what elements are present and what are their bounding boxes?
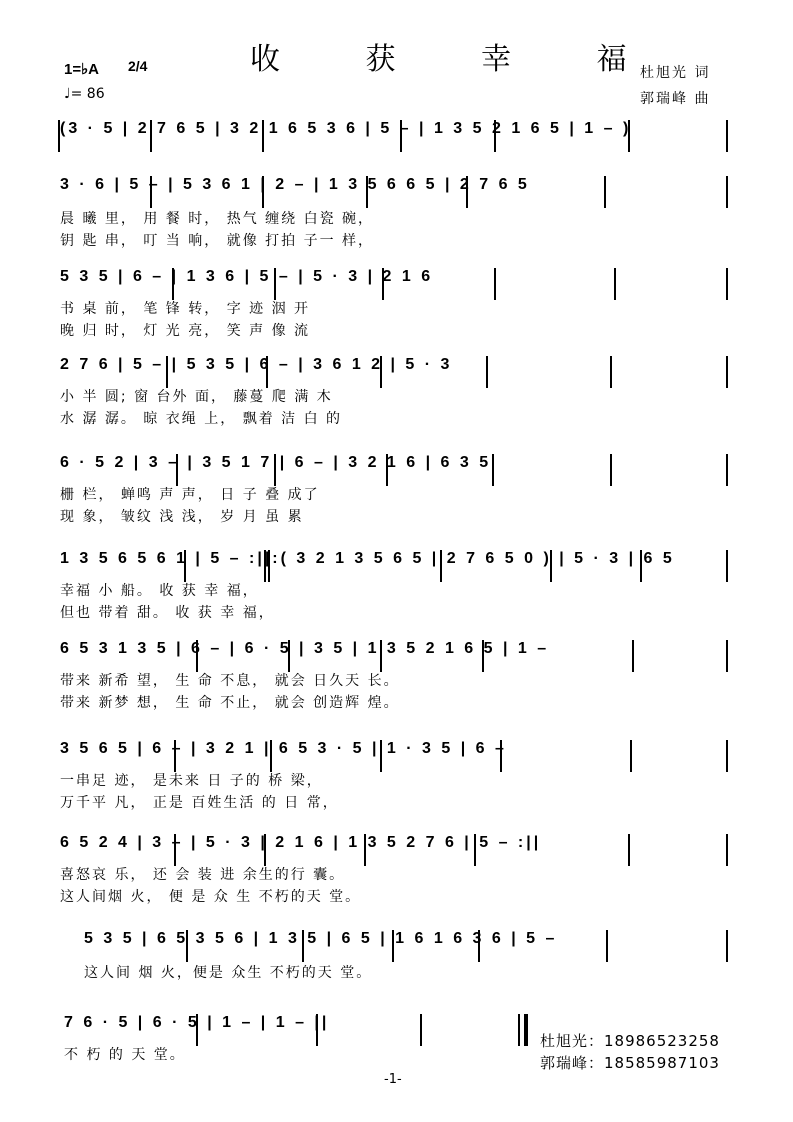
- notation-line: 7 6 · 5 | 6 · 5 | 1 – | 1 – ||: [64, 1014, 330, 1031]
- notation-line: 3 5 6 5 | 6 – | 3 2 1 | 6 5 3 · 5 | 1 · 3 5 | 6 –: [60, 740, 507, 757]
- lyrics-verse-2: 现 象， 皱纹 浅 浅， 岁 月 虽 累: [60, 509, 304, 525]
- lyrics-verse-2: 带来 新梦 想， 生 命 不止， 就会 创造辉 煌。: [60, 695, 400, 711]
- lyrics-verse-1: 这人间 烟 火，便是 众生 不朽的天 堂。: [84, 965, 373, 981]
- notation-line: 2 7 6 | 5 – | 5 3 5 | 6 – | 3 6 1 2 | 5 · 3: [60, 356, 453, 373]
- music-system-5: [0, 454, 793, 480]
- lyrics-verse-1: 幸福 小 船。 收 获 幸 福，: [60, 583, 259, 599]
- lyrics-verse-1: 喜怒哀 乐， 还 会 装 进 余生的行 囊。: [60, 867, 346, 883]
- lyrics-verse-1: 书 桌 前， 笔 锋 转， 字 迹 洇 开: [60, 301, 311, 317]
- lyricist-credit: 杜旭光 词: [640, 65, 711, 81]
- song-title: 收 获 幸 福: [250, 42, 665, 77]
- lyrics-verse-2: 水 潺 潺。 晾 衣绳 上， 飘着 洁 白 的: [60, 411, 343, 427]
- music-system-8: [0, 740, 793, 766]
- notation-line: 5 3 5 | 6 5 3 5 6 | 1 3 5 | 6 5 | 1 6 1 6 3 6 | 5 –: [84, 930, 558, 947]
- composer-credit: 郭瑞峰 曲: [640, 91, 711, 107]
- notation-line: 6 5 2 4 | 3 – | 5 · 3 | 2 1 6 | 1 3 5 2 7 6 | 5 – :||: [60, 834, 542, 851]
- page-number: -1-: [384, 1072, 402, 1087]
- music-system-9: [0, 834, 793, 860]
- notation-line: 3 · 6 | 5 – | 5 3 6 1 | 2 – | 1 3 5 6 6 5 | 2 7 6 5: [60, 176, 530, 193]
- lyrics-verse-2: 这人间烟 火， 便 是 众 生 不朽的天 堂。: [60, 889, 362, 905]
- contact-composer: 郭瑞峰：18585987103: [540, 1054, 720, 1072]
- music-system-4: [0, 356, 793, 382]
- lyrics-verse-2: 钥 匙 串， 叮 当 响， 就像 打拍 子一 样，: [60, 233, 375, 249]
- lyrics-verse-1: 小 半 圆; 窗 台外 面， 藤蔓 爬 满 木: [60, 389, 333, 405]
- lyrics-verse-2: 万千平 凡， 正是 百姓生活 的 日 常，: [60, 795, 339, 811]
- notation-line: 6 · 5 2 | 3 – | 3 5 1 7 | 6 – | 3 2 1 6 | 6 3 5: [60, 454, 492, 471]
- music-system-7: [0, 640, 793, 666]
- contact-lyricist: 杜旭光：18986523258: [540, 1032, 720, 1050]
- notation-line: 6 5 3 1 3 5 | 6 – | 6 · 5 | 3 5 | 1 3 5 2 1 6 5 | 1 –: [60, 640, 550, 657]
- lyrics-verse-1: 一串足 迹， 是未来 日 子的 桥 梁，: [60, 773, 323, 789]
- music-system-3: [0, 268, 793, 294]
- music-system-6: [0, 550, 793, 576]
- lyrics-verse-1: 晨 曦 里， 用 餐 时， 热气 缠绕 白瓷 碗，: [60, 211, 375, 227]
- lyrics-verse-1: 栅 栏， 蝉鸣 声 声， 日 子 叠 成了: [60, 487, 320, 503]
- notation-line: 5 3 5 | 6 – | 1 3 6 | 5 – | 5 · 3 | 2 1 6: [60, 268, 434, 285]
- notation-line: 1 3 5 6 5 6 1 | 5 – :||:( 3 2 1 3 5 6 5 | 2 7 6 5 0 ) | 5 · 3 | 6 5: [60, 550, 675, 567]
- notation-line: (3 · 5 | 2 7 6 5 | 3 2 1 6 5 3 6 | 5 – | 1 3 5 2 1 6 5 | 1 – ): [60, 120, 632, 137]
- music-system-1: [0, 120, 793, 146]
- lyrics-verse-1: 带来 新希 望， 生 命 不息， 就会 日久天 长。: [60, 673, 400, 689]
- music-system-2: [0, 176, 793, 202]
- lyrics-verse-2: 但也 带着 甜。 收 获 幸 福，: [60, 605, 275, 621]
- music-system-10: [0, 930, 793, 956]
- lyrics-verse-1: 不 朽 的 天 堂。: [64, 1047, 186, 1063]
- lyrics-verse-2: 晚 归 时， 灯 光 亮， 笑 声 像 流: [60, 323, 311, 339]
- time-signature: 2/4: [128, 58, 148, 74]
- key-signature: 1=♭A: [64, 61, 100, 78]
- tempo-marking: ♩= 86: [64, 86, 105, 102]
